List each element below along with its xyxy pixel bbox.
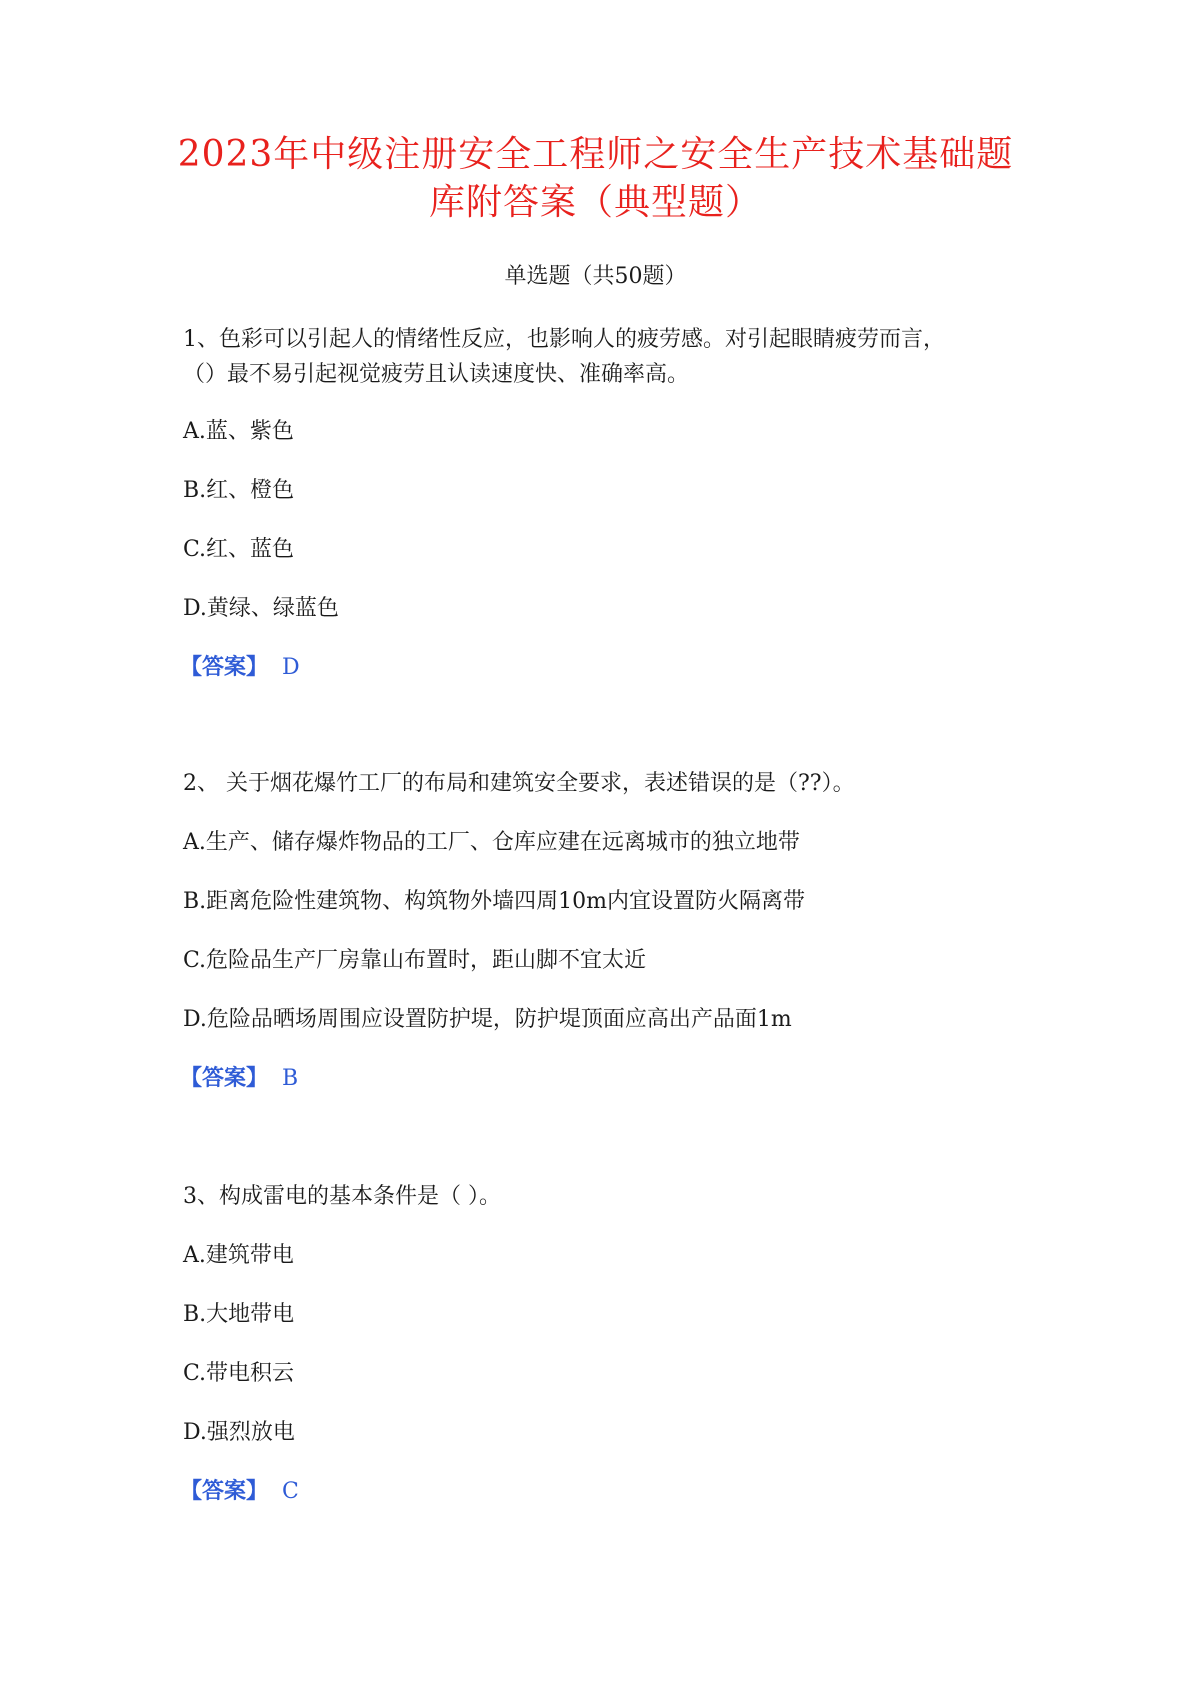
document-title-line-1: 2023年中级注册安全工程师之安全生产技术基础题	[177, 134, 1014, 175]
question-2-answer	[180, 1062, 298, 1096]
question-1-option-a: A.蓝、紫色	[183, 419, 294, 444]
question-2-answer-value: B	[282, 1066, 299, 1091]
question-1-answer-value: D	[282, 655, 300, 680]
question-1-answer	[180, 651, 300, 685]
question-3-option-a: A.建筑带电	[183, 1243, 294, 1268]
question-2-option-d: D.危险品晒场周围应设置防护堤，防护堤顶面应高出产品面1m	[183, 1007, 792, 1032]
question-1-stem-line-2: （）最不易引起视觉疲劳且认读速度快、准确率高。	[183, 362, 690, 387]
answer-label: 【答案】	[180, 655, 269, 680]
question-1-option-d: D.黄绿、绿蓝色	[183, 596, 339, 621]
question-3-option-c: C.带电积云	[183, 1361, 295, 1386]
answer-label: 【答案】	[180, 1066, 269, 1091]
question-2-option-b: B.距离危险性建筑物、构筑物外墙四周10m内宜设置防火隔离带	[183, 889, 806, 914]
question-1-option-b: B.红、橙色	[183, 478, 295, 503]
section-heading: 单选题（共50题）	[504, 264, 687, 289]
question-3-answer-value: C	[282, 1479, 299, 1504]
answer-label: 【答案】	[180, 1479, 269, 1504]
question-1-stem-line-1: 1、色彩可以引起人的情绪性反应，也影响人的疲劳感。对引起眼睛疲劳而言，	[183, 327, 945, 352]
question-2-stem: 2、 关于烟花爆竹工厂的布局和建筑安全要求，表述错误的是（??）。	[183, 771, 855, 796]
question-3-option-d: D.强烈放电	[183, 1420, 295, 1445]
question-2-option-c: C.危险品生产厂房靠山布置时，距山脚不宜太近	[183, 948, 647, 973]
question-2-option-a: A.生产、储存爆炸物品的工厂、仓库应建在远离城市的独立地带	[183, 830, 800, 855]
question-3-answer	[180, 1475, 299, 1509]
question-3-stem: 3、构成雷电的基本条件是（ ）。	[183, 1184, 501, 1209]
question-1-option-c: C.红、蓝色	[183, 537, 295, 562]
question-3-option-b: B.大地带电	[183, 1302, 295, 1327]
document-title-line-2: 库附答案（典型题）	[428, 182, 762, 223]
